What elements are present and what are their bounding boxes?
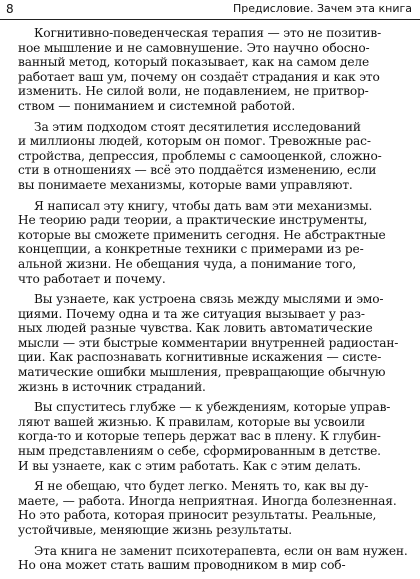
text-line: что работает и почему. <box>18 271 166 286</box>
text-line: мысли — эти быстрые комментарии внутренней радиостан- <box>18 335 399 350</box>
text-line: стройства, депрессия, проблемы с самооценкой, сложно- <box>18 148 382 163</box>
text-line: И вы узнаете, как с этим работать. Как с этим делать. <box>18 458 362 473</box>
text-line: ных людей разные чувства. Как ловить автоматические <box>18 321 373 336</box>
text-line: матические ошибки мышления, превращающие обычную <box>18 365 386 380</box>
text-line: когда-то и которые теперь держат вас в плену. К глубин- <box>18 429 381 444</box>
paragraph <box>18 198 386 287</box>
paragraph <box>18 543 408 573</box>
text-line: Не теорию ради теории, а практические инструменты, <box>18 213 368 228</box>
text-line: ным представлениям о себе, сформированным в детстве. <box>18 444 381 459</box>
paragraph <box>18 119 382 193</box>
text-line: ванный метод, который показывает, как на самом деле <box>18 55 370 70</box>
text-line: вы понимаете механизмы, которые вами управляют. <box>18 177 353 192</box>
text-line: Когнитивно-поведенческая терапия — это не позитив- <box>34 26 382 40</box>
text-line: Я не обещаю, что будет легко. Менять то, как вы ду- <box>34 479 369 494</box>
text-line: концепции, а конкретные техники с примерами из ре- <box>18 242 364 257</box>
text-line: Вы спуститесь глубже — к убеждениям, которые управ- <box>34 400 391 415</box>
text-line: ное мышление и не самовнушение. Это научно обосно- <box>18 40 370 55</box>
page-header <box>0 0 420 20</box>
text-line: маете, — работа. Иногда неприятная. Иногда болезненная. <box>18 493 397 508</box>
text-line: циями. Почему одна и та же ситуация вызывает у раз- <box>18 306 365 321</box>
text-line: ством — пониманием и системной работой. <box>18 98 296 113</box>
paragraph <box>18 292 399 394</box>
text-line: устойчивые, меняющие жизнь результаты. <box>18 523 293 537</box>
paragraph <box>18 479 397 537</box>
text-line: ляют вашей жизнью. К правилам, которые вы усвоили <box>18 414 366 429</box>
text-line: Но это работа, которая приносит результаты. Реальные, <box>18 508 377 523</box>
text-line: и миллионы людей, которым он помог. Тревожные рас- <box>18 134 371 149</box>
text-line: Эта книга не заменит психотерапевта, если он вам нужен. <box>34 543 408 558</box>
text-line: работает ваш ум, почему он создаёт страдания и как это <box>18 69 380 84</box>
text-line: Но она может стать вашим проводником в мир соб- <box>18 558 346 573</box>
text-line: ции. Как распознавать когнитивные искажения — систе- <box>18 350 382 365</box>
text-line: изменить. Не силой воли, не подавлением, не притвор- <box>18 84 369 99</box>
text-line: сти в отношениях — всё это поддаётся изменению, если <box>18 163 377 178</box>
paragraph <box>18 400 391 473</box>
text-line: Я написал эту книгу, чтобы дать вам эти механизмы. <box>34 198 373 213</box>
running-title: Предисловие. Зачем эта книга <box>232 2 412 15</box>
text-line: которые вы сможете применить сегодня. Не абстрактные <box>18 227 386 242</box>
body-text <box>18 26 408 579</box>
text-line: жизнь в источник страданий. <box>18 379 206 394</box>
text-line: За этим подходом стоят десятилетия исследований <box>34 119 361 134</box>
paragraph <box>18 26 382 114</box>
text-line: Вы узнаете, как устроена связь между мыслями и эмо- <box>34 292 384 307</box>
page-number: 8 <box>6 2 14 16</box>
text-line: альной жизни. Не обещания чуда, а понимание того, <box>18 256 357 271</box>
